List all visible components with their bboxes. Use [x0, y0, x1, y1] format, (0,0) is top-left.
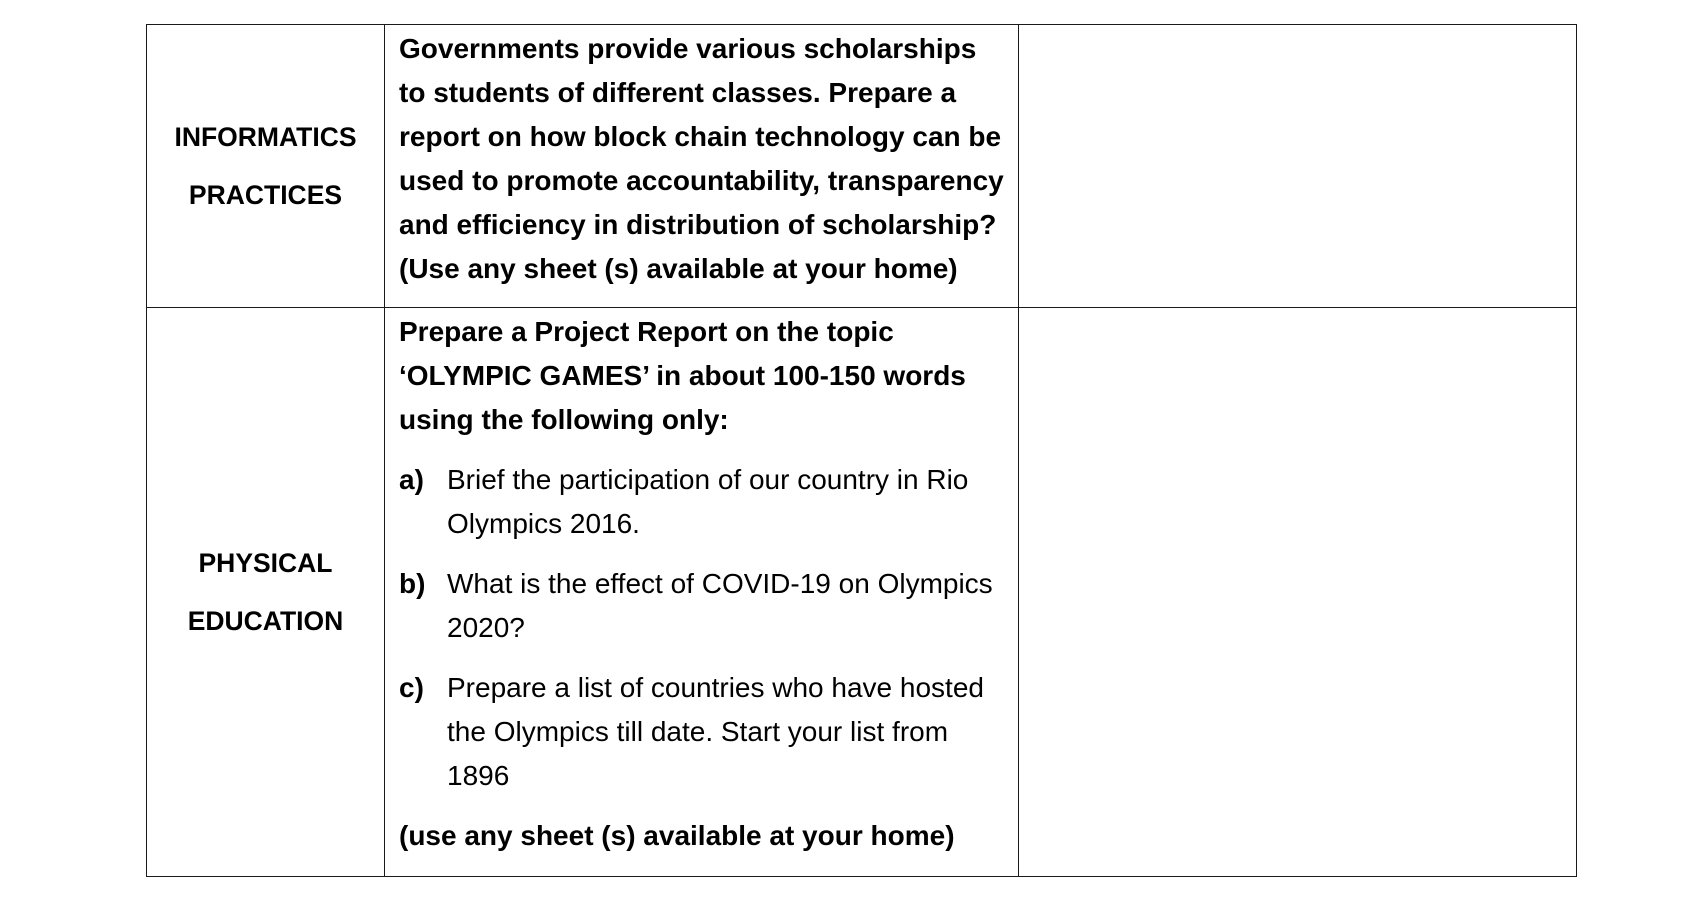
task-cell-informatics-practices — [385, 25, 1019, 308]
subject-line: PRACTICES — [188, 180, 343, 210]
task-description: Governments provide various scholarships to students of different classes. Prepare a report on how block chain technology can be used to promote accountability, transparency and efficiency in distribution of scholarship? (Use any sheet (s) available at your home) — [399, 33, 1004, 284]
subject-line: EDUCATION — [187, 606, 344, 636]
list-item — [399, 562, 1004, 650]
list-item-text: Brief the participation of our country in Rio Olympics 2016. — [447, 464, 969, 539]
list-item-text: Prepare a list of countries who have hosted the Olympics till date. Start your list from 1896 — [447, 672, 984, 791]
task-cell-physical-education — [385, 308, 1019, 877]
list-item — [399, 666, 1004, 798]
activity-table — [146, 24, 1577, 877]
remarks-cell — [1019, 25, 1577, 308]
table-row — [147, 308, 1577, 877]
list-item — [399, 458, 1004, 546]
list-marker: a) — [399, 464, 424, 495]
list-marker: b) — [399, 568, 426, 599]
subject-cell-physical-education — [147, 308, 385, 877]
subject-line: INFORMATICS — [174, 122, 357, 152]
remarks-cell — [1019, 308, 1577, 877]
subject-line: PHYSICAL — [198, 548, 333, 578]
task-intro: Prepare a Project Report on the topic ‘OLYMPIC GAMES’ in about 100-150 words using the following only: — [399, 316, 966, 435]
task-closing-note: (use any sheet (s) available at your home) — [399, 820, 955, 851]
subject-cell-informatics-practices — [147, 25, 385, 308]
list-item-text: What is the effect of COVID-19 on Olympics 2020? — [447, 568, 993, 643]
list-marker: c) — [399, 672, 424, 703]
table-row — [147, 25, 1577, 308]
